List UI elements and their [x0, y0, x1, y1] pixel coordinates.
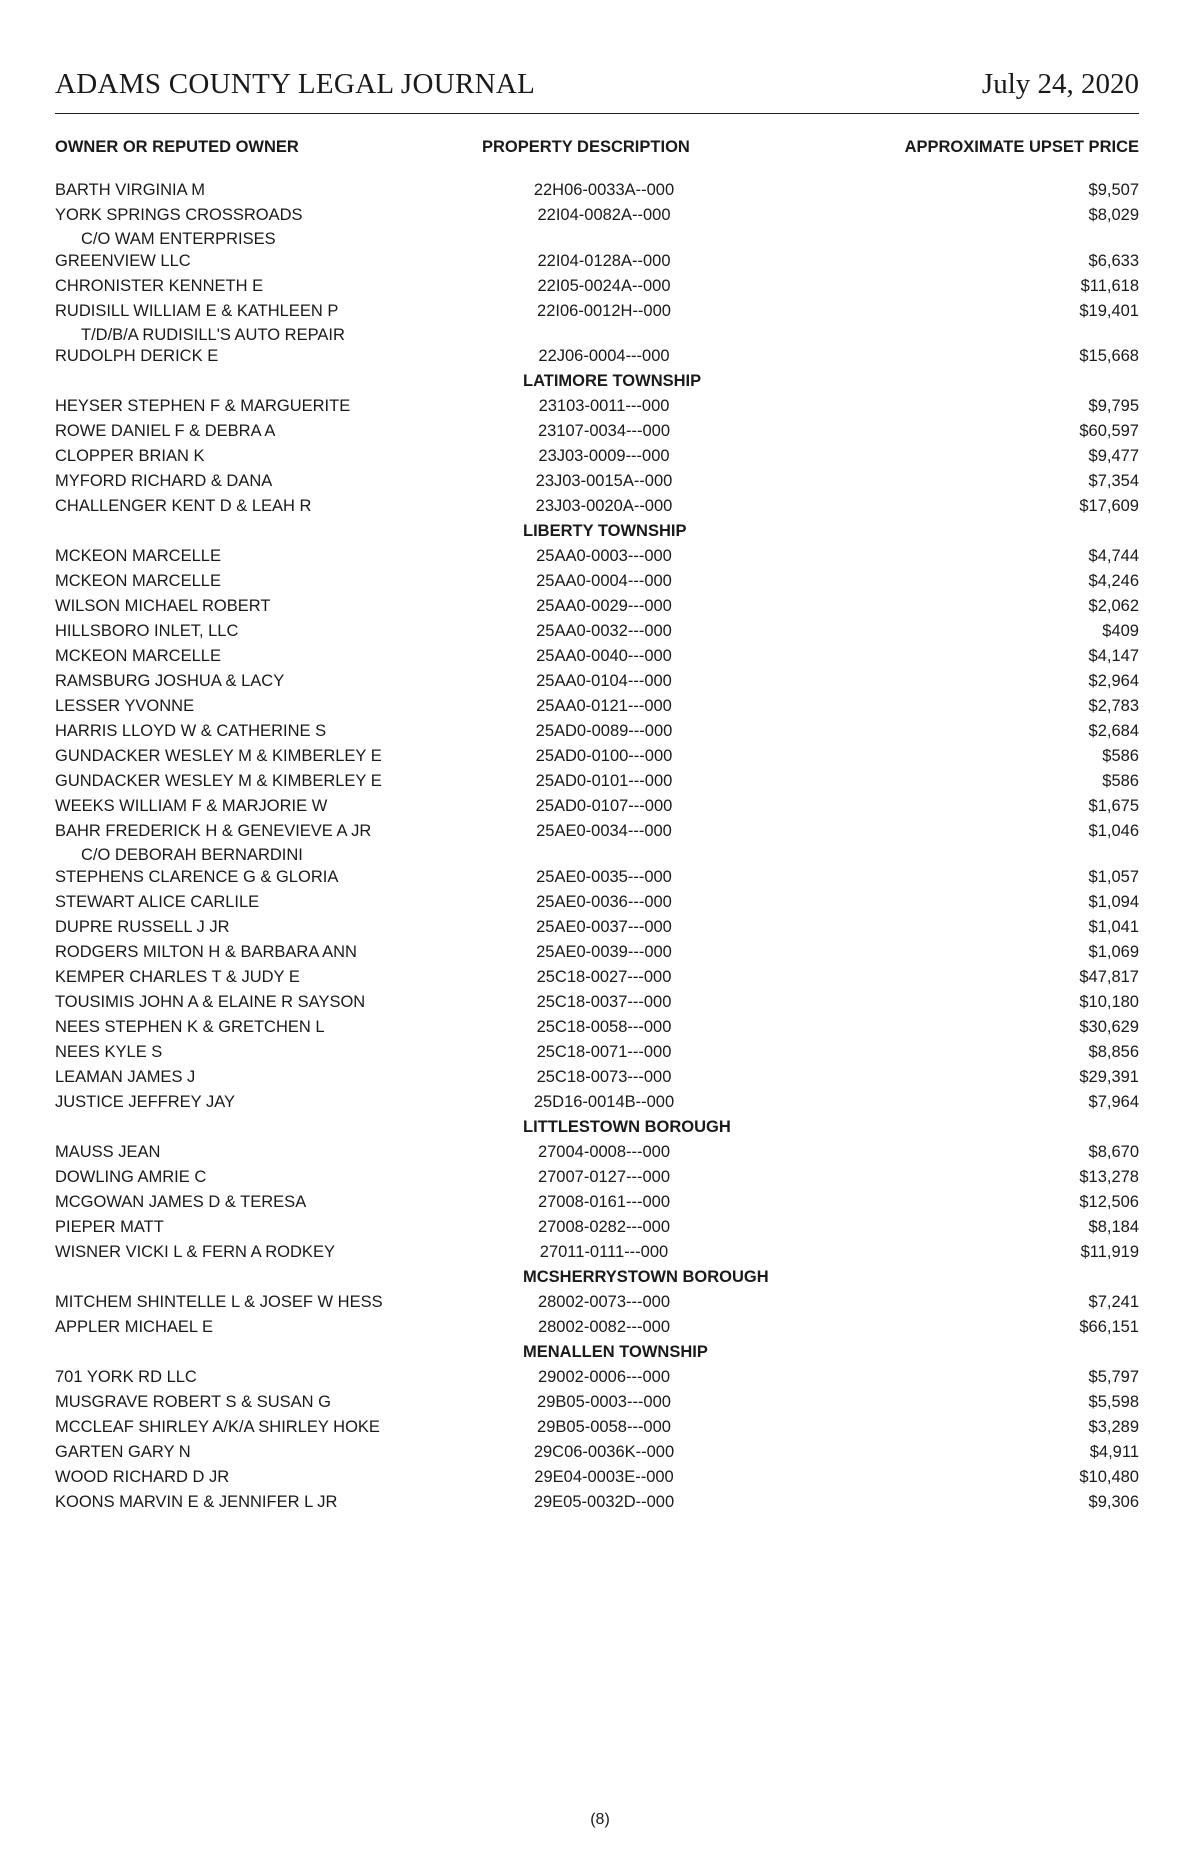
- upset-price: $30,629: [1079, 1017, 1139, 1036]
- upset-price: $17,609: [1079, 497, 1139, 515]
- property-description: 25D16-0014B--000: [533, 1092, 675, 1111]
- upset-price: $13,278: [1079, 1167, 1139, 1186]
- section-heading-label: MENALLEN TOWNSHIP: [523, 1342, 708, 1361]
- upset-price: $2,783: [1088, 697, 1139, 715]
- owner-name: NEES KYLE S: [55, 1042, 163, 1061]
- upset-price: $8,670: [1088, 1142, 1139, 1161]
- owner-name: MCKEON MARCELLE: [55, 647, 221, 665]
- owner-name: KEMPER CHARLES T & JUDY E: [55, 967, 300, 986]
- property-description: 25AA0-0004---000: [536, 572, 672, 590]
- owner-name: GREENVIEW LLC: [55, 251, 191, 270]
- upset-price: $2,964: [1088, 672, 1139, 690]
- column-header-owner: OWNER OR REPUTED OWNER: [55, 138, 299, 156]
- upset-price: $409: [1102, 622, 1139, 640]
- property-description: 28002-0082---000: [537, 1317, 671, 1336]
- property-description: 29B05-0003---000: [537, 1392, 671, 1411]
- property-description: 25AA0-0003---000: [536, 547, 672, 565]
- owner-name: MITCHEM SHINTELLE L & JOSEF W HESS: [55, 1292, 383, 1311]
- property-description: 22I06-0012H--000: [537, 301, 671, 320]
- owner-name-continuation: C/O WAM ENTERPRISES: [81, 230, 276, 248]
- upset-price: $10,180: [1079, 992, 1139, 1011]
- owner-name: RUDOLPH DERICK E: [55, 347, 219, 365]
- owner-name: CHALLENGER KENT D & LEAH R: [55, 497, 312, 515]
- upset-price: $9,477: [1088, 447, 1139, 465]
- upset-price: $8,856: [1088, 1042, 1139, 1061]
- upset-price: $2,062: [1088, 597, 1139, 615]
- property-description: 25AA0-0040---000: [536, 647, 672, 665]
- upset-price: $10,480: [1079, 1467, 1139, 1486]
- property-description: 25C18-0058---000: [536, 1017, 672, 1036]
- property-description: 25AA0-0121---000: [536, 697, 672, 715]
- upset-price: $29,391: [1079, 1067, 1139, 1086]
- owner-name: WOOD RICHARD D JR: [55, 1467, 230, 1486]
- property-description: 27011-0111---000: [539, 1242, 669, 1261]
- upset-price: $4,744: [1088, 547, 1139, 565]
- property-description: 27007-0127---000: [537, 1167, 671, 1186]
- property-description: 25AA0-0032---000: [536, 622, 672, 640]
- column-header-description: PROPERTY DESCRIPTION: [482, 138, 690, 156]
- upset-price: $5,797: [1088, 1367, 1139, 1386]
- section-heading-label: MCSHERRYSTOWN BOROUGH: [523, 1267, 769, 1286]
- owner-name: TOUSIMIS JOHN A & ELAINE R SAYSON: [55, 992, 366, 1011]
- owner-name: BAHR FREDERICK H & GENEVIEVE A JR: [55, 822, 372, 840]
- property-description: 29B05-0058---000: [537, 1417, 671, 1436]
- owner-name: RAMSBURG JOSHUA & LACY: [55, 672, 285, 690]
- owner-name: MCCLEAF SHIRLEY A/K/A SHIRLEY HOKE: [55, 1417, 380, 1436]
- property-description: 23107-0034---000: [537, 422, 671, 440]
- owner-name: HARRIS LLOYD W & CATHERINE S: [55, 722, 327, 740]
- upset-price: $9,795: [1088, 397, 1139, 415]
- property-description: 29C06-0036K--000: [533, 1442, 675, 1461]
- property-description: 22I05-0024A--000: [537, 276, 671, 295]
- property-description: 29002-0006---000: [537, 1367, 671, 1386]
- property-description: 25AE0-0034---000: [536, 822, 672, 840]
- upset-price: $586: [1102, 747, 1139, 765]
- owner-name: GARTEN GARY N: [55, 1442, 191, 1461]
- property-description: 29E04-0003E--000: [534, 1467, 674, 1486]
- owner-name: HEYSER STEPHEN F & MARGUERITE: [55, 397, 351, 415]
- upset-price: $1,041: [1088, 917, 1139, 936]
- owner-name: BARTH VIRGINIA M: [55, 181, 206, 199]
- property-description: 25AE0-0036---000: [536, 892, 672, 911]
- owner-name: 701 YORK RD LLC: [55, 1367, 197, 1386]
- owner-name: MCKEON MARCELLE: [55, 547, 221, 565]
- property-description: 25AE0-0039---000: [536, 942, 672, 961]
- property-description: 27008-0161---000: [537, 1192, 671, 1211]
- owner-name: WEEKS WILLIAM F & MARJORIE W: [55, 797, 328, 815]
- owner-name: STEWART ALICE CARLILE: [55, 892, 260, 911]
- owner-name: MAUSS JEAN: [55, 1142, 161, 1161]
- upset-price: $60,597: [1079, 422, 1139, 440]
- property-description: 25C18-0027---000: [536, 967, 672, 986]
- owner-name: NEES STEPHEN K & GRETCHEN L: [55, 1017, 325, 1036]
- upset-price: $11,919: [1080, 1242, 1139, 1261]
- property-description: 25AD0-0089---000: [535, 722, 673, 740]
- upset-price: $9,306: [1088, 1492, 1139, 1511]
- upset-price: $7,964: [1088, 1092, 1139, 1111]
- upset-price: $12,506: [1079, 1192, 1139, 1211]
- owner-name: MCGOWAN JAMES D & TERESA: [55, 1192, 307, 1211]
- owner-name: CLOPPER BRIAN K: [55, 447, 205, 465]
- property-description: 25C18-0071---000: [536, 1042, 672, 1061]
- property-description: 22J06-0004---000: [538, 347, 670, 365]
- upset-price: $4,246: [1088, 572, 1139, 590]
- owner-name: HILLSBORO INLET, LLC: [55, 622, 239, 640]
- upset-price: $9,507: [1088, 181, 1139, 199]
- journal-title: ADAMS COUNTY LEGAL JOURNAL: [55, 68, 536, 100]
- owner-name: LEAMAN JAMES J: [55, 1067, 196, 1086]
- upset-price: $15,668: [1079, 347, 1139, 365]
- owner-name: CHRONISTER KENNETH E: [55, 276, 264, 295]
- upset-price: $4,147: [1088, 647, 1139, 665]
- upset-price: $8,184: [1088, 1217, 1139, 1236]
- property-description: 23103-0011---000: [538, 397, 670, 415]
- owner-name: WISNER VICKI L & FERN A RODKEY: [55, 1242, 335, 1261]
- upset-price: $1,046: [1088, 822, 1139, 840]
- property-description: 25AE0-0037---000: [536, 917, 672, 936]
- upset-price: $8,029: [1088, 206, 1139, 224]
- upset-price: $4,911: [1089, 1442, 1139, 1461]
- upset-price: $7,241: [1088, 1292, 1139, 1311]
- owner-name: STEPHENS CLARENCE G & GLORIA: [55, 867, 339, 886]
- property-description: 25AE0-0035---000: [536, 867, 672, 886]
- upset-price: $6,633: [1088, 251, 1139, 270]
- property-description: 23J03-0020A--000: [535, 497, 673, 515]
- owner-name: RUDISILL WILLIAM E & KATHLEEN P: [55, 301, 339, 320]
- section-heading-label: LIBERTY TOWNSHIP: [523, 522, 687, 540]
- upset-price: $2,684: [1088, 722, 1139, 740]
- property-description: 25AD0-0100---000: [535, 747, 673, 765]
- owner-name: MUSGRAVE ROBERT S & SUSAN G: [55, 1392, 331, 1411]
- owner-name: KOONS MARVIN E & JENNIFER L JR: [55, 1492, 338, 1511]
- owner-name: GUNDACKER WESLEY M & KIMBERLEY E: [55, 747, 382, 765]
- owner-name-continuation: T/D/B/A RUDISILL'S AUTO REPAIR: [81, 325, 345, 344]
- property-description: 29E05-0032D--000: [533, 1492, 675, 1511]
- property-description: 27004-0008---000: [537, 1142, 671, 1161]
- property-description: 25AA0-0104---000: [536, 672, 672, 690]
- owner-name: DUPRE RUSSELL J JR: [55, 917, 230, 936]
- upset-price: $47,817: [1079, 967, 1139, 986]
- property-description: 25AD0-0107---000: [535, 797, 673, 815]
- owner-name: ROWE DANIEL F & DEBRA A: [55, 422, 276, 440]
- property-description: 28002-0073---000: [537, 1292, 671, 1311]
- owner-name: DOWLING AMRIE C: [55, 1167, 207, 1186]
- upset-price: $1,094: [1088, 892, 1139, 911]
- owner-name: GUNDACKER WESLEY M & KIMBERLEY E: [55, 772, 382, 790]
- property-description: 25AA0-0029---000: [536, 597, 672, 615]
- owner-name: PIEPER MATT: [55, 1217, 164, 1236]
- upset-price: $7,354: [1088, 472, 1139, 490]
- upset-price: $1,069: [1088, 942, 1139, 961]
- owner-name-continuation: C/O DEBORAH BERNARDINI: [81, 846, 303, 864]
- owner-name: JUSTICE JEFFREY JAY: [55, 1092, 236, 1111]
- property-description: 22I04-0128A--000: [537, 251, 671, 270]
- upset-price: $1,675: [1088, 797, 1139, 815]
- owner-name: MYFORD RICHARD & DANA: [55, 472, 273, 490]
- property-description: 23J03-0009---000: [538, 447, 670, 465]
- property-description: 25AD0-0101---000: [535, 772, 673, 790]
- upset-price: $3,289: [1088, 1417, 1139, 1436]
- upset-price: $5,598: [1088, 1392, 1139, 1411]
- property-description: 22I04-0082A--000: [537, 206, 671, 224]
- upset-price: $586: [1102, 772, 1139, 790]
- property-description: 22H06-0033A--000: [533, 181, 675, 199]
- owner-name: LESSER YVONNE: [55, 697, 195, 715]
- property-description: 23J03-0015A--000: [535, 472, 673, 490]
- owner-name: RODGERS MILTON H & BARBARA ANN: [55, 942, 357, 961]
- issue-date: July 24, 2020: [981, 68, 1139, 100]
- property-description: 25C18-0073---000: [536, 1067, 672, 1086]
- owner-name: APPLER MICHAEL E: [55, 1317, 214, 1336]
- section-heading-label: LATIMORE TOWNSHIP: [523, 372, 702, 390]
- owner-name: YORK SPRINGS CROSSROADS: [55, 206, 303, 224]
- property-description: 25C18-0037---000: [536, 992, 672, 1011]
- owner-name: WILSON MICHAEL ROBERT: [55, 597, 271, 615]
- column-header-price: APPROXIMATE UPSET PRICE: [904, 138, 1139, 156]
- owner-name: MCKEON MARCELLE: [55, 572, 221, 590]
- upset-price: $1,057: [1088, 867, 1139, 886]
- upset-price: $66,151: [1079, 1317, 1139, 1336]
- upset-price: $11,618: [1080, 276, 1139, 295]
- property-description: 27008-0282---000: [537, 1217, 671, 1236]
- upset-price: $19,401: [1079, 301, 1139, 320]
- section-heading-label: LITTLESTOWN BOROUGH: [523, 1117, 731, 1136]
- page-number: (8): [590, 1811, 610, 1828]
